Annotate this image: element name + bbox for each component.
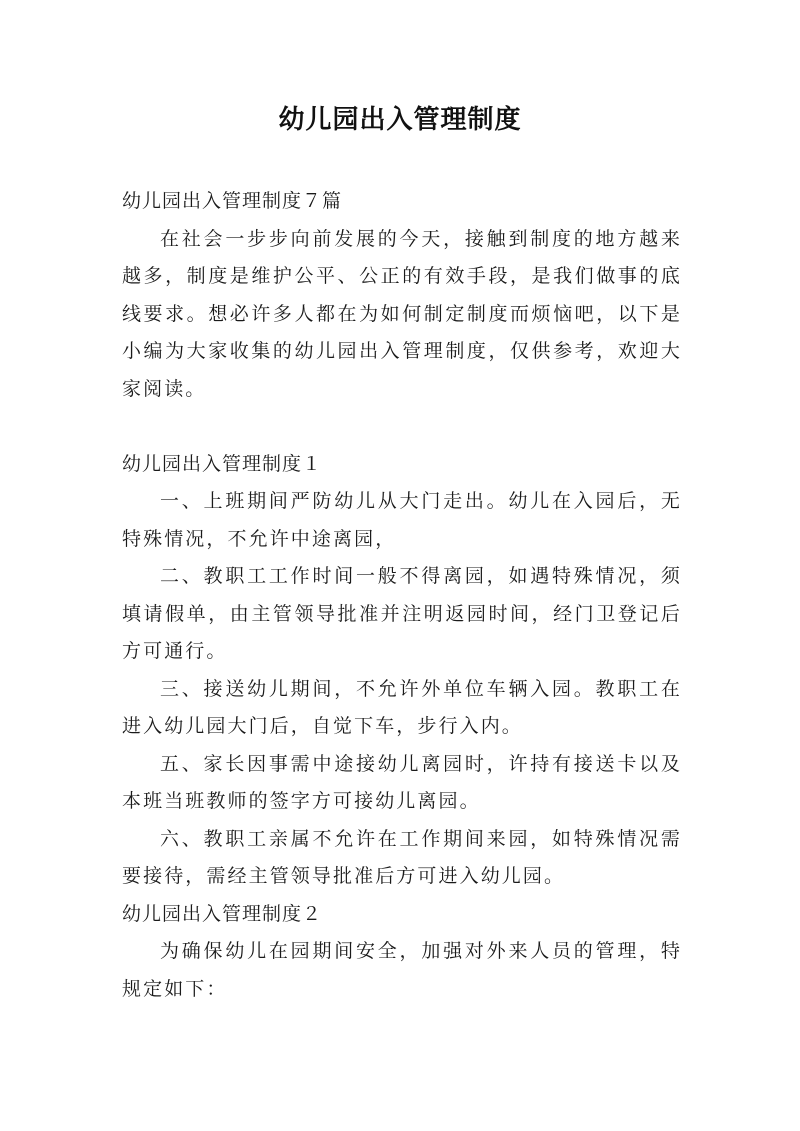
document-body [122, 183, 682, 1008]
section-spacer [122, 408, 682, 446]
section-1-paragraph-4: 五、家长因事需中途接幼儿离园时，许持有接送卡以及本班当班教师的签字方可接幼儿离园。 [122, 752, 682, 812]
section-1-paragraph-2: 二、教职工工作时间一般不得离园，如遇特殊情况，须填请假单，由主管领导批准并注明返园时间，经门卫登记后方可通行。 [122, 565, 682, 662]
section-1-paragraph-1: 一、上班期间严防幼儿从大门走出。幼儿在入园后，无特殊情况，不允许中途离园， [122, 490, 682, 550]
intro-paragraph: 在社会一步步向前发展的今天，接触到制度的地方越来越多，制度是维护公平、公正的有效手段，是我们做事的底线要求。想必许多人都在为如何制定制度而烦恼吧，以下是小编为大家收集的幼儿园出入管理制度，仅供参考，欢迎大家阅读。 [122, 227, 682, 400]
document-title: 幼儿园出入管理制度 [278, 105, 522, 135]
document-subtitle: 幼儿园出入管理制度７篇 [122, 190, 343, 212]
section-heading-1: 幼儿园出入管理制度１ [122, 452, 323, 475]
section-2-paragraph-1: 为确保幼儿在园期间安全，加强对外来人员的管理，特规定如下： [122, 940, 682, 1000]
section-1-paragraph-5: 六、教职工亲属不允许在工作期间来园，如特殊情况需要接待，需经主管领导批准后方可进入幼儿园。 [122, 827, 682, 887]
section-1-paragraph-3: 三、接送幼儿期间，不允许外单位车辆入园。教职工在进入幼儿园大门后，自觉下车，步行入内。 [122, 677, 682, 737]
section-heading-2: 幼儿园出入管理制度２ [122, 902, 323, 925]
